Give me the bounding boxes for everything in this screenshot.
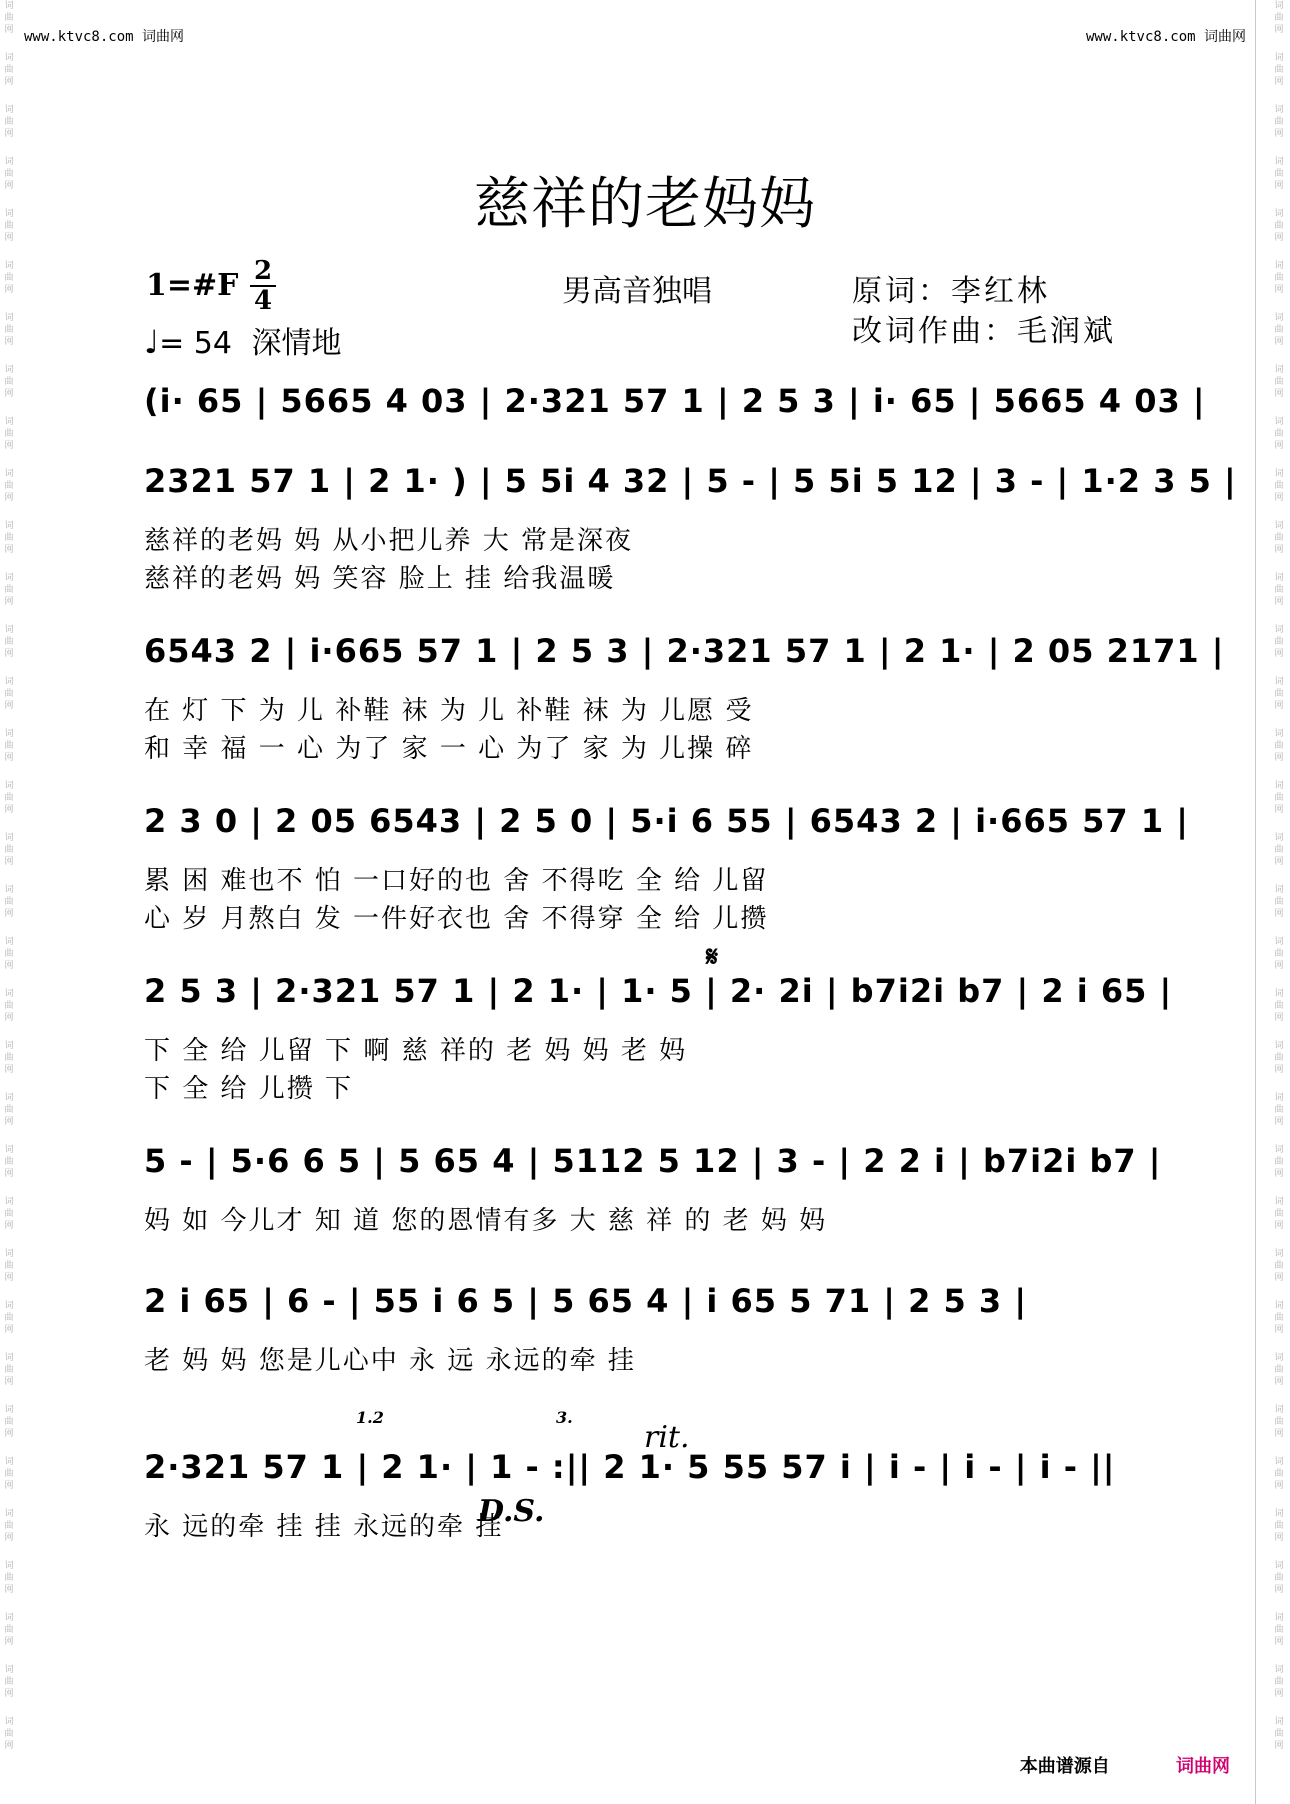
notation-line: 6543 2 | i·665 57 1 | 2 5 3 | 2·321 57 1 | 2 1· | 2 05 2171 | bbox=[144, 632, 1225, 670]
volta-1-label: 1.2 bbox=[356, 1408, 384, 1427]
lyric-line: 和 幸 福 一 心 为了 家 一 心 为了 家 为 儿操 碎 bbox=[144, 734, 754, 764]
watermark-text: 词曲网 bbox=[1274, 469, 1284, 503]
score-system bbox=[144, 382, 1206, 426]
watermark-text: 词曲网 bbox=[1274, 521, 1284, 555]
watermark-text: 词曲网 bbox=[1274, 53, 1284, 87]
watermark-text: 词曲网 bbox=[1274, 261, 1284, 295]
watermark-text: 词曲网 bbox=[4, 781, 14, 815]
watermark-text: 词曲网 bbox=[4, 105, 14, 139]
watermark-text: 词曲网 bbox=[4, 1301, 14, 1335]
watermark-text: 词曲网 bbox=[1274, 1561, 1284, 1595]
quarter-note-icon: ♩ bbox=[144, 323, 160, 361]
composer-credit: 改词作曲：毛润斌 bbox=[852, 314, 1116, 349]
watermark-text: 词曲网 bbox=[1274, 781, 1284, 815]
lyric-line: 永 远的牵 挂 挂 永远的牵 挂 bbox=[144, 1512, 504, 1542]
watermark-text: 词曲网 bbox=[1274, 1717, 1284, 1751]
watermark-text: 词曲网 bbox=[4, 1717, 14, 1751]
lyric-line: 在 灯 下 为 儿 补鞋 袜 为 儿 补鞋 袜 为 儿愿 受 bbox=[144, 696, 754, 726]
watermark-text: 词曲网 bbox=[1274, 313, 1284, 347]
score-system bbox=[144, 972, 1173, 1106]
score-system bbox=[144, 462, 1237, 596]
lyric-line: 慈祥的老妈 妈 笑容 脸上 挂 给我温暖 bbox=[144, 564, 616, 594]
watermark-text: 词曲网 bbox=[4, 885, 14, 919]
meter-bottom: 4 bbox=[253, 286, 273, 316]
notation-line: 2·321 57 1 | 2 1· | 1 - :|| 2 1· 5 55 57 i | i - | i - | i - || bbox=[144, 1448, 1116, 1486]
notation-line: 5 - | 5·6 6 5 | 5 65 4 | 5112 5 12 | 3 - | 2 2 i | b7i2i b7 | bbox=[144, 1142, 1162, 1180]
voice-type: 男高音独唱 bbox=[562, 274, 712, 309]
notation-line: 2321 57 1 | 2 1· ) | 5 5i 4 32 | 5 - | 5 5i 5 12 | 3 - | 1·2 3 5 | bbox=[144, 462, 1237, 500]
notation-line: 2 i 65 | 6 - | 55 i 6 5 | 5 65 4 | i 65 5 71 | 2 5 3 | bbox=[144, 1282, 1027, 1320]
watermark-text: 词曲网 bbox=[4, 1561, 14, 1595]
watermark-text: 词曲网 bbox=[1274, 1353, 1284, 1387]
page-rule bbox=[1255, 0, 1256, 1804]
watermark-text: 词曲网 bbox=[4, 833, 14, 867]
lyric-line: 妈 如 今儿才 知 道 您的恩情有多 大 慈 祥 的 老 妈 妈 bbox=[144, 1206, 828, 1236]
watermark-text: 词曲网 bbox=[4, 1249, 14, 1283]
key-signature: 1=#F bbox=[146, 268, 239, 303]
lyricist-credit: 原词：李红林 bbox=[852, 274, 1050, 309]
watermark-text: 词曲网 bbox=[1274, 157, 1284, 191]
watermark-text: 词曲网 bbox=[4, 1665, 14, 1699]
watermark-text: 词曲网 bbox=[4, 1197, 14, 1231]
score-system bbox=[144, 632, 1225, 766]
lyric-line: 累 困 难也不 怕 一口好的也 舍 不得吃 全 给 儿留 bbox=[144, 866, 769, 896]
watermark-text: 词曲网 bbox=[4, 937, 14, 971]
watermark-text: 词曲网 bbox=[4, 1093, 14, 1127]
footer-source: 本曲谱源自 bbox=[1019, 1756, 1110, 1777]
watermark-left bbox=[2, 0, 16, 1804]
watermark-text: 词曲网 bbox=[4, 989, 14, 1023]
watermark-text: 词曲网 bbox=[1274, 1405, 1284, 1439]
watermark-text: 词曲网 bbox=[1274, 885, 1284, 919]
watermark-text: 词曲网 bbox=[4, 729, 14, 763]
score-system bbox=[144, 1142, 1162, 1238]
watermark-text: 词曲网 bbox=[1274, 625, 1284, 659]
watermark-text: 词曲网 bbox=[4, 1405, 14, 1439]
notation-line: 2 5 3 | 2·321 57 1 | 2 1· | 1· 5 | 2· 2i | b7i2i b7 | 2 i 65 | bbox=[144, 972, 1173, 1010]
score-system bbox=[144, 1282, 1148, 1378]
volta-2-label: 3. bbox=[556, 1408, 573, 1427]
expression: 深情地 bbox=[251, 326, 342, 361]
watermark-text: 词曲网 bbox=[4, 1353, 14, 1387]
song-title: 慈祥的老妈妈 bbox=[474, 172, 816, 237]
watermark-text: 词曲网 bbox=[4, 1145, 14, 1179]
watermark-text: 词曲网 bbox=[4, 313, 14, 347]
watermark-text: 词曲网 bbox=[4, 1041, 14, 1075]
watermark-text: 词曲网 bbox=[1274, 1509, 1284, 1543]
lyric-line: 下 全 给 儿留 下 啊 慈 祥的 老 妈 妈 老 妈 bbox=[144, 1036, 688, 1066]
watermark-text: 词曲网 bbox=[4, 469, 14, 503]
watermark-right bbox=[1272, 0, 1286, 1804]
lyric-line: 老 妈 妈 您是儿心中 永 远 永远的牵 挂 bbox=[144, 1346, 636, 1376]
lyric-line: 心 岁 月熬白 发 一件好衣也 舍 不得穿 全 给 儿攒 bbox=[144, 904, 769, 934]
watermark-text: 词曲网 bbox=[1274, 1041, 1284, 1075]
site-tag-left[interactable]: www.ktvc8.com 词曲网 bbox=[24, 29, 185, 45]
watermark-text: 词曲网 bbox=[1274, 573, 1284, 607]
score-system bbox=[144, 1448, 1148, 1544]
watermark-text: 词曲网 bbox=[1274, 1, 1284, 35]
segno-mark: 𝄋 bbox=[706, 940, 719, 973]
watermark-text: 词曲网 bbox=[4, 209, 14, 243]
time-signature bbox=[250, 258, 276, 314]
score-system bbox=[144, 802, 1189, 936]
watermark-text: 词曲网 bbox=[4, 157, 14, 191]
watermark-text: 词曲网 bbox=[1274, 1093, 1284, 1127]
watermark-text: 词曲网 bbox=[1274, 937, 1284, 971]
watermark-text: 词曲网 bbox=[1274, 1613, 1284, 1647]
watermark-text: 词曲网 bbox=[4, 625, 14, 659]
watermark-text: 词曲网 bbox=[4, 53, 14, 87]
watermark-text: 词曲网 bbox=[4, 1613, 14, 1647]
watermark-text: 词曲网 bbox=[1274, 1301, 1284, 1335]
footer bbox=[1020, 1752, 1230, 1778]
watermark-text: 词曲网 bbox=[1274, 1249, 1284, 1283]
watermark-text: 词曲网 bbox=[4, 573, 14, 607]
watermark-text: 词曲网 bbox=[1274, 1457, 1284, 1491]
rit-mark: rit. bbox=[644, 1420, 690, 1455]
lyric-line: 慈祥的老妈 妈 从小把儿养 大 常是深夜 bbox=[144, 526, 634, 556]
meter-top: 2 bbox=[253, 256, 273, 286]
watermark-text: 词曲网 bbox=[4, 365, 14, 399]
watermark-text: 词曲网 bbox=[4, 261, 14, 295]
watermark-text: 词曲网 bbox=[4, 677, 14, 711]
watermark-text: 词曲网 bbox=[4, 1, 14, 35]
watermark-text: 词曲网 bbox=[1274, 989, 1284, 1023]
tempo-value: = 54 bbox=[159, 326, 232, 361]
tempo-marking bbox=[144, 318, 342, 362]
site-tag-right[interactable]: www.ktvc8.com 词曲网 bbox=[1085, 29, 1246, 45]
watermark-text: 词曲网 bbox=[1274, 1665, 1284, 1699]
watermark-text: 词曲网 bbox=[4, 521, 14, 555]
watermark-text: 词曲网 bbox=[4, 417, 14, 451]
watermark-text: 词曲网 bbox=[1274, 105, 1284, 139]
notation-line: (i· 65 | 5665 4 03 | 2·321 57 1 | 2 5 3 | i· 65 | 5665 4 03 | bbox=[144, 382, 1206, 420]
watermark-text: 词曲网 bbox=[1274, 677, 1284, 711]
watermark-text: 词曲网 bbox=[1274, 209, 1284, 243]
watermark-text: 词曲网 bbox=[4, 1457, 14, 1491]
watermark-text: 词曲网 bbox=[1274, 729, 1284, 763]
watermark-text: 词曲网 bbox=[1274, 1145, 1284, 1179]
watermark-text: 词曲网 bbox=[1274, 417, 1284, 451]
watermark-text: 词曲网 bbox=[1274, 1197, 1284, 1231]
notation-line: 2 3 0 | 2 05 6543 | 2 5 0 | 5·i 6 55 | 6543 2 | i·665 57 1 | bbox=[144, 802, 1189, 840]
watermark-text: 词曲网 bbox=[1274, 833, 1284, 867]
lyric-line: 下 全 给 儿攒 下 bbox=[144, 1074, 354, 1104]
ds-mark: D.S. bbox=[478, 1494, 545, 1529]
footer-brand-link[interactable]: 词曲网 bbox=[1176, 1756, 1230, 1777]
watermark-text: 词曲网 bbox=[4, 1509, 14, 1543]
watermark-text: 词曲网 bbox=[1274, 365, 1284, 399]
